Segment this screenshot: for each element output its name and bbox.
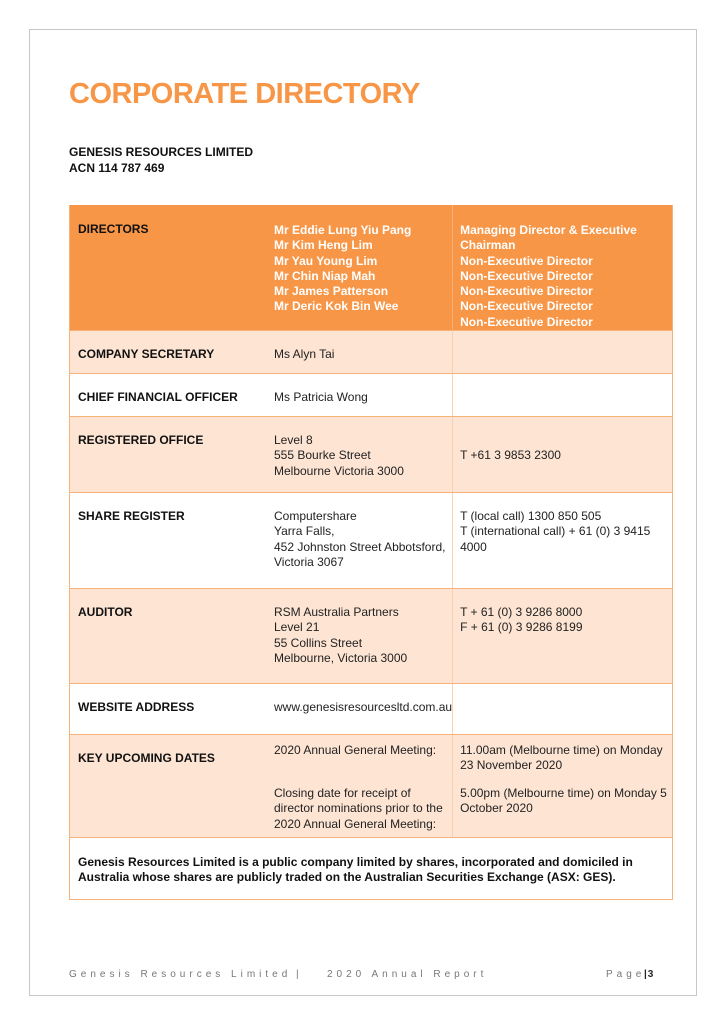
date-events — [266, 735, 453, 838]
registered-phone: T +61 3 9853 2300 — [453, 417, 673, 493]
director-role: Non-Executive Director — [460, 299, 593, 314]
address-line: 555 Bourke Street — [274, 448, 371, 463]
date-when: 5.00pm (Melbourne time) on Monday 5 October 2020 — [460, 786, 667, 816]
key-dates-row — [70, 735, 673, 838]
director-roles — [453, 205, 673, 331]
director-name: Mr James Patterson — [274, 284, 389, 299]
director-name: Mr Chin Niap Mah — [274, 268, 376, 283]
company-acn: ACN 114 787 469 — [69, 161, 165, 175]
company-name: GENESIS RESOURCES LIMITED — [69, 145, 254, 159]
address-line: Victoria 3067 — [274, 554, 344, 569]
row-label: WEBSITE ADDRESS — [70, 684, 267, 735]
address-line: Melbourne Victoria 3000 — [274, 463, 404, 478]
directory-table — [69, 205, 673, 900]
director-role: Non-Executive Director — [460, 268, 593, 283]
footer-page-label: Page — [606, 969, 646, 980]
website-link[interactable]: www.genesisresourcesltd.com.au — [266, 684, 453, 735]
auditor-phones — [453, 589, 673, 684]
address-line: Level 21 — [274, 620, 320, 635]
director-role: Non-Executive Director — [460, 284, 593, 299]
cfo-value: Ms Patricia Wong — [266, 374, 453, 417]
address-line: RSM Australia Partners — [274, 605, 399, 620]
address-line: Computershare — [274, 509, 357, 524]
director-role: Non-Executive Director — [460, 253, 593, 268]
director-role: Managing Director & Executive Chairman — [460, 223, 637, 253]
director-name: Mr Eddie Lung Yiu Pang — [274, 223, 412, 237]
address-line: 55 Collins Street — [274, 635, 363, 650]
address-line: Melbourne, Victoria 3000 — [274, 650, 408, 665]
row-label: AUDITOR — [70, 589, 267, 684]
row-label: COMPANY SECRETARY — [70, 331, 267, 374]
company-info — [69, 144, 253, 176]
row-label: SHARE REGISTER — [70, 493, 267, 589]
row-label: REGISTERED OFFICE — [70, 417, 267, 493]
statement-row — [70, 838, 673, 900]
date-when: 11.00am (Melbourne time) on Monday 23 November 2020 — [460, 743, 663, 773]
row-label: CHIEF FINANCIAL OFFICER — [70, 374, 267, 417]
phone-line: T (international call) + 61 (0) 3 9415 4000 — [460, 524, 651, 554]
date-event: 2020 Annual General Meeting: — [274, 743, 437, 758]
auditor-row — [70, 589, 673, 684]
address-line: 452 Johnston Street Abbotsford, — [274, 539, 446, 554]
director-names — [266, 205, 453, 331]
row-label: KEY UPCOMING DATES — [70, 735, 267, 838]
page-title: CORPORATE DIRECTORY — [69, 78, 420, 110]
auditor-address — [266, 589, 453, 684]
website-row — [70, 684, 673, 735]
directors-row — [70, 205, 673, 331]
footer-page-number: |3 — [644, 969, 655, 980]
footer-separator: | — [296, 969, 303, 980]
address-line: Level 8 — [274, 433, 313, 448]
share-address — [266, 493, 453, 589]
secretary-row — [70, 331, 673, 374]
address-line: Yarra Falls, — [274, 524, 335, 539]
date-event: Closing date for receipt of director nominations prior to the 2020 Annual General Meeting: — [274, 786, 443, 831]
share-phones — [453, 493, 673, 589]
phone-line: T + 61 (0) 3 9286 8000 — [460, 605, 583, 620]
director-name: Mr Deric Kok Bin Wee — [274, 299, 399, 314]
registered-office-row — [70, 417, 673, 493]
footer-company: Genesis Resources Limited — [69, 969, 292, 980]
phone-line: T (local call) 1300 850 505 — [460, 509, 602, 524]
director-name: Mr Yau Young Lim — [274, 253, 378, 268]
phone-line: F + 61 (0) 3 9286 8199 — [460, 620, 583, 635]
secretary-value: Ms Alyn Tai — [266, 331, 453, 374]
footer-report: 2020 Annual Report — [327, 969, 488, 980]
row-label: DIRECTORS — [70, 205, 267, 331]
date-times — [453, 735, 673, 838]
company-statement: Genesis Resources Limited is a public company limited by shares, incorporated and domiciled in Australia whose shares are publicly traded on the Australian Securities Exchange (ASX: GES). — [70, 838, 673, 900]
registered-address — [266, 417, 453, 493]
share-register-row — [70, 493, 673, 589]
director-role: Non-Executive Director — [460, 314, 593, 329]
director-name: Mr Kim Heng Lim — [274, 238, 373, 253]
cfo-row — [70, 374, 673, 417]
